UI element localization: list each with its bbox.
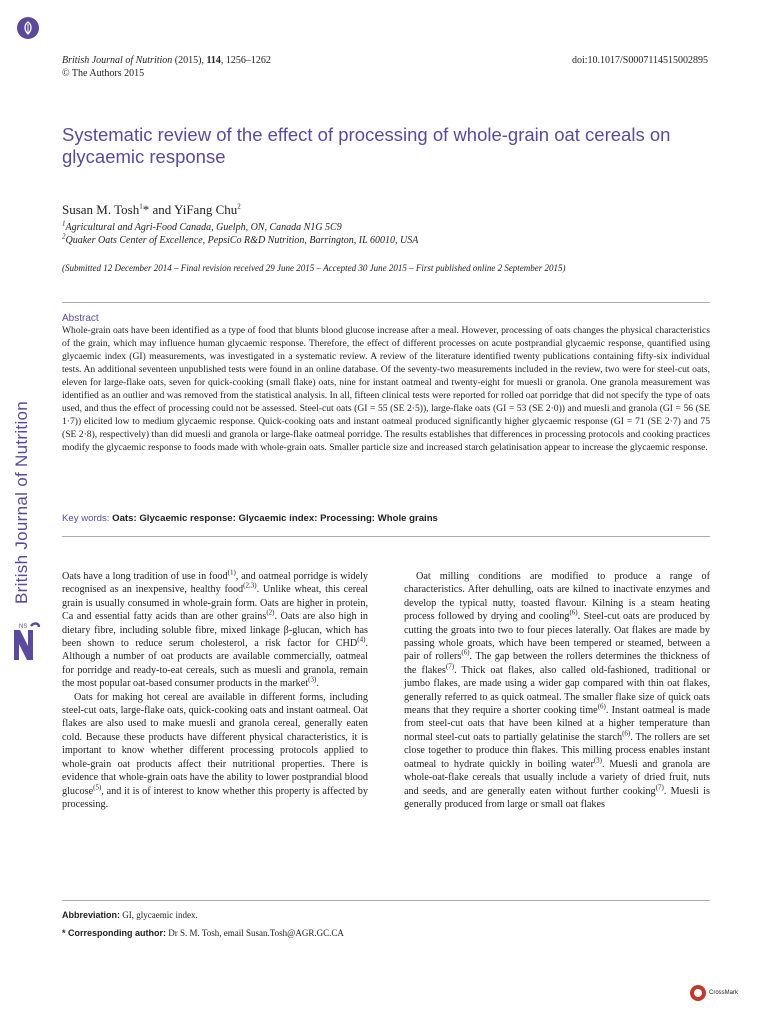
author-affil-sup: 1: [139, 202, 143, 211]
divider: [62, 302, 710, 303]
citation-ref[interactable]: (1): [227, 568, 236, 577]
abstract-text: Whole-grain oats have been identified as a type of food that blunts blood glucose increase after a meal. However, processing of oats changes the physical characteristics of the grain, which may influence human glycaemic response. Therefore, the effect of different processes on acute postprandial glycaemic response, quantified using glycaemic index (GI) measurements, was investigated in a systematic review. A review of the literature identified twenty publications containing fifty-six individual tests. An additional seventeen unpublished tests were found in an online database. Of the seventy-two measurements included in the review, two were for steel-cut oats, eleven for large-flake oats, seven for quick-cooking (small flake) oats, nine for instant oatmeal and twenty-eight for muesli or granola. One granola measurement was identified as an outlier and was removed from the statistical analysis. In all, fifteen clinical tests were reported for rolled oat porridge that did not specify the type of oats used, and thus the effect of processing could not be assessed. Steel-cut oats (GI = 55 (SE 2·5)), large-flake oats (GI = 53 (SE 2·0)) and muesli and granola (GI = 56 (SE 1·7)) elicited low to medium glycaemic response. Quick-cooking oats and instant oatmeal produced significantly higher glycaemic response (GI = 71 (SE 2·7) and 75 (SE 2·8), respectively) than did muesli and granola or large-flake oatmeal porridge. The results establishes that differences in processing protocols and cooking practices modify the glycaemic response to foods made with whole-grain oats. Smaller particle size and increased starch gelatinisation appear to increase the glycaemic response.: [62, 325, 710, 453]
author-affil-sup: 2: [237, 202, 241, 211]
author-separator: and: [149, 202, 175, 217]
author-name[interactable]: YiFang Chu: [174, 202, 238, 217]
footnote-label: Abbreviation:: [62, 910, 121, 920]
keywords-values: Oats: Glycaemic response: Glycaemic index: Processing: Whole grains: [112, 513, 438, 524]
body-column-left: [62, 570, 368, 811]
journal-volume: 114: [206, 55, 221, 66]
journal-year: (2015),: [172, 55, 207, 66]
submission-dates: (Submitted 12 December 2014 – Final revision received 29 June 2015 – Accepted 30 June 2015 – First published online 2 September 2015): [62, 263, 566, 273]
affil-text: Quaker Oats Center of Excellence, PepsiCo R&D Nutrition, Barrington, IL 60010, USA: [65, 235, 419, 246]
affiliation-line: [62, 234, 418, 247]
abstract-heading: Abstract: [62, 313, 99, 324]
author-name[interactable]: Susan M. Tosh: [62, 202, 140, 217]
affiliations: [62, 221, 418, 247]
journal-name: British Journal of Nutrition: [62, 55, 173, 66]
crossmark-icon: [690, 985, 706, 1001]
footnote-text[interactable]: Dr S. M. Tosh, email Susan.Tosh@AGR.GC.CA: [166, 928, 344, 938]
citation-ref[interactable]: (2,3): [243, 582, 257, 591]
keywords-line: [62, 513, 438, 524]
crossmark-badge[interactable]: [690, 985, 738, 1001]
citation-ref[interactable]: (6): [622, 729, 631, 738]
corresponding-star: *: [142, 202, 150, 217]
citation-ref[interactable]: (4): [357, 635, 366, 644]
copyright-line: © The Authors 2015: [62, 68, 145, 79]
affil-sup: 1: [62, 219, 66, 228]
article-title: Systematic review of the effect of processing of whole-grain oat cereals on glycaemic response: [62, 124, 671, 167]
keywords-label: Key words:: [62, 513, 113, 524]
divider: [62, 536, 710, 537]
journal-emblem-icon: [17, 17, 39, 39]
footnote-corresponding: [62, 927, 344, 940]
body-column-right: [404, 570, 710, 811]
body-paragraph: Oats have a long tradition of use in food$^{(1)}$, and oatmeal porridge is widely recognised as an inexpensive, healthy food$^{(2,3)}$. Unlike wheat, this cereal grain is usually consumed in whole-grain form. Oats are higher in protein, Ca and essential fatty acids than are other grains$^{(2)}$. Oats are also high in dietary fibre, including soluble fibre, mixed linkage β-glucan, which has been shown to reduce serum cholesterol, a risk factor for CHD$^{(4)}$. Although a number of oat products are available commercially, oatmeal for porridge and ready-to-eat cereals, such as muesli and granola, remain the most popular oat-based consumer products in the market$^{(3)}$.: [62, 568, 368, 690]
affiliation-line: [62, 221, 418, 234]
footnote-label: * Corresponding author:: [62, 928, 166, 938]
journal-pages: , 1256–1262: [220, 55, 271, 66]
citation-ref[interactable]: (3): [308, 675, 317, 684]
ns-logo-text: NS: [19, 624, 28, 630]
body-paragraph: Oats for making hot cereal are available in different forms, including steel-cut oats, large-flake oats, quick-cooking oats and instant oatmeal. Oat flakes are also used to make muesli and granola cereal, generally eaten cold. Because these products have different physical characteristics, it is important to know whether different processing protocols applied to whole-grain oat products affect their nutritional properties. There is evidence that whole-grain oats have the ability to lower postprandial blood glucose$^{(5)}$, and it is of interest to know whether this property is affected by processing.: [62, 691, 368, 810]
body-paragraph: Oat milling conditions are modified to produce a range of characteristics. After dehulling, oats are kilned to inactivate enzymes and develop the typical nutty, toasted flavour. Kilning is a steam heating process followed by drying and cooling$^{(6)}$. Steel-cut oats are produced by cutting the groats into two to four pieces laterally. Oat flakes are made by passing whole groats, which have been tempered or steamed, between a pair of rollers$^{(6)}$. The gap between the rollers determines the thickness of the flakes$^{(7)}$. Thick oat flakes, also called old-fashioned, traditional or jumbo flakes, are made using a wider gap compared with thin oat flakes, generally referred to as quick oatmeal. The smaller flake size of quick oats means that they require a shorter cooking time$^{(6)}$. Instant oatmeal is made from steel-cut oats that have been kilned at a higher temperature than normal steel-cut oats to partially gelatinise the starch$^{(6)}$. The rollers are set close together to produce thin flakes. This milling process enables instant oatmeal to hydrate quickly in boiling water$^{(3)}$. Muesli and granola are whole-oat-flake cereals that usually include a variety of dried fruit, nuts and seeds, and are generally eaten without further cooking$^{(7)}$. Muesli is generally produced from large or small oat flakes: [404, 571, 711, 810]
journal-citation: [62, 54, 271, 67]
citation-ref[interactable]: (3): [593, 756, 603, 765]
citation-ref[interactable]: (6): [569, 608, 578, 617]
citation-ref[interactable]: (7): [655, 783, 664, 792]
author-list: [62, 202, 241, 218]
citation-ref[interactable]: (5): [93, 783, 102, 792]
leaf-icon: [21, 21, 35, 35]
footnote-text: GI, glycaemic index.: [120, 910, 198, 920]
crossmark-label: CrossMark: [709, 990, 739, 996]
footnote-abbreviation: [62, 909, 198, 922]
divider: [62, 900, 710, 901]
vertical-journal-title: British Journal of Nutrition: [12, 400, 31, 604]
doi-link[interactable]: doi:10.1017/S0007114515002895: [571, 55, 708, 66]
citation-ref[interactable]: (7): [445, 662, 455, 671]
citation-ref[interactable]: (6): [461, 649, 470, 658]
citation-ref[interactable]: (6): [597, 702, 606, 711]
citation-ref[interactable]: (2): [266, 608, 275, 617]
affil-sup: 2: [62, 232, 66, 241]
ns-logo-icon: [11, 620, 41, 662]
affil-text: Agricultural and Agri-Food Canada, Guelph, ON, Canada N1G 5C9: [65, 222, 342, 233]
